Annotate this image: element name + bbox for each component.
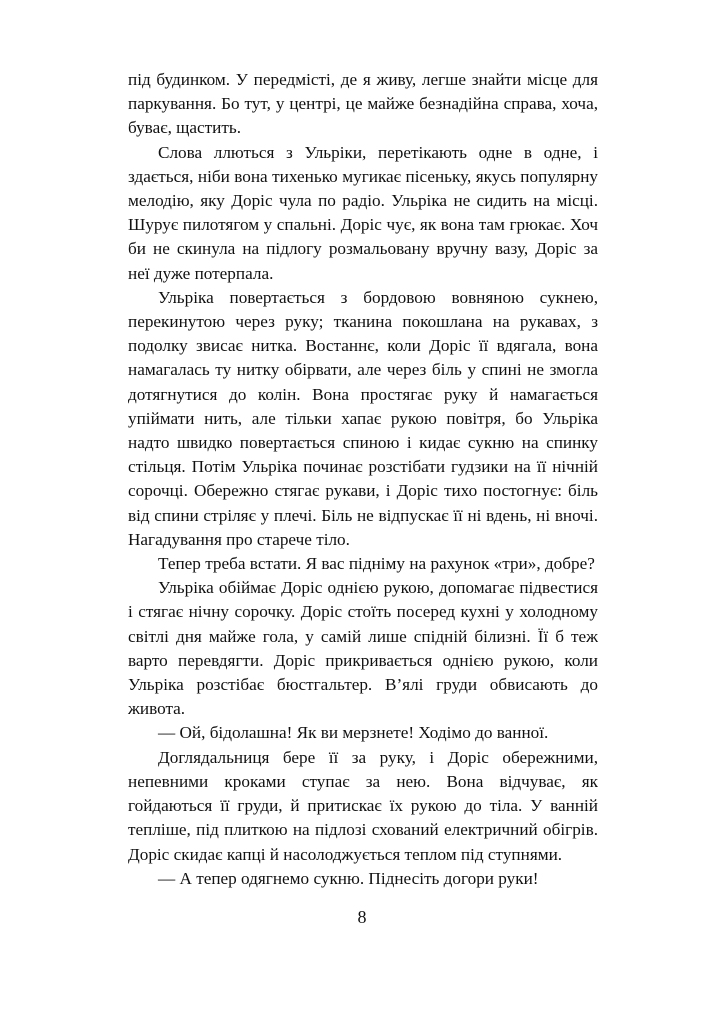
paragraph-7: Доглядальниця бере її за руку, і Доріс обережними, непевними кроками ступає за нею. Вона відчуває, як гойдаються її груди, й притискає їх рукою до тіла. У ванній тепліше, під плиткою на підлозі схований електричний обігрів. Доріс скидає капці й насолоджується теплом під ступнями. <box>128 747 598 864</box>
paragraph-5: Ульріка обіймає Доріс однією рукою, допомагає підвестися і стягає нічну сорочку. Доріс стоїть посеред кухні у холодному світлі дня майже гола, у самій лише спідній білизні. Її б теж варто перевдягти. Доріс прикривається однією рукою, коли Ульріка розстібає бюстгальтер. В’ялі груди обвисають до живота. <box>128 578 598 719</box>
paragraph-6: — Ой, бідолашна! Як ви мерзнете! Ходімо до ванної. <box>158 723 549 743</box>
page-body <box>128 68 598 891</box>
paragraph-4: Тепер треба встати. Я вас підніму на рахунок «три», добре? <box>158 554 595 574</box>
paragraph-2: Слова ллються з Ульріки, перетікають одне в одне, і здається, ніби вона тихенько мугикає пісеньку, якусь популярну мелодію, яку Доріс чула по радіо. Ульріка не сидить на місці. Шурує пилотягом у спальні. Доріс чує, як вона там грюкає. Хоч би не скинула на підлогу розмальовану вручну вазу, Доріс за неї дуже потерпала. <box>128 142 598 283</box>
page-number: 8 <box>357 907 367 927</box>
paragraph-3: Ульріка повертається з бордовою вовняною сукнею, перекинутою через руку; тканина покошлана на рукавах, з подолку звисає нитка. Востаннє, коли Доріс її вдягала, вона намагалась ту нитку обірвати, але через біль у спині не змогла дотягнутися до колін. Вона простягає руку й намагається упіймати нить, але тільки хапає рукою повітря, бо Ульріка надто швидко повертається спиною і кидає сукню на спинку стільця. Потім Ульріка починає розстібати гудзики на її нічній сорочці. Обережно стягає рукави, і Доріс тихо постогнує: біль від спини стріляє у плечі. Біль не відпускає її ні вдень, ні вночі. Нагадування про старече тіло. <box>128 287 598 549</box>
paragraph-1: під будинком. У передмісті, де я живу, легше знайти місце для паркування. Бо тут, у центрі, це майже безнадійна справа, хоча, буває, щастить. <box>128 70 598 138</box>
paragraph-8: — А тепер одягнемо сукню. Піднесіть догори руки! <box>158 868 539 888</box>
